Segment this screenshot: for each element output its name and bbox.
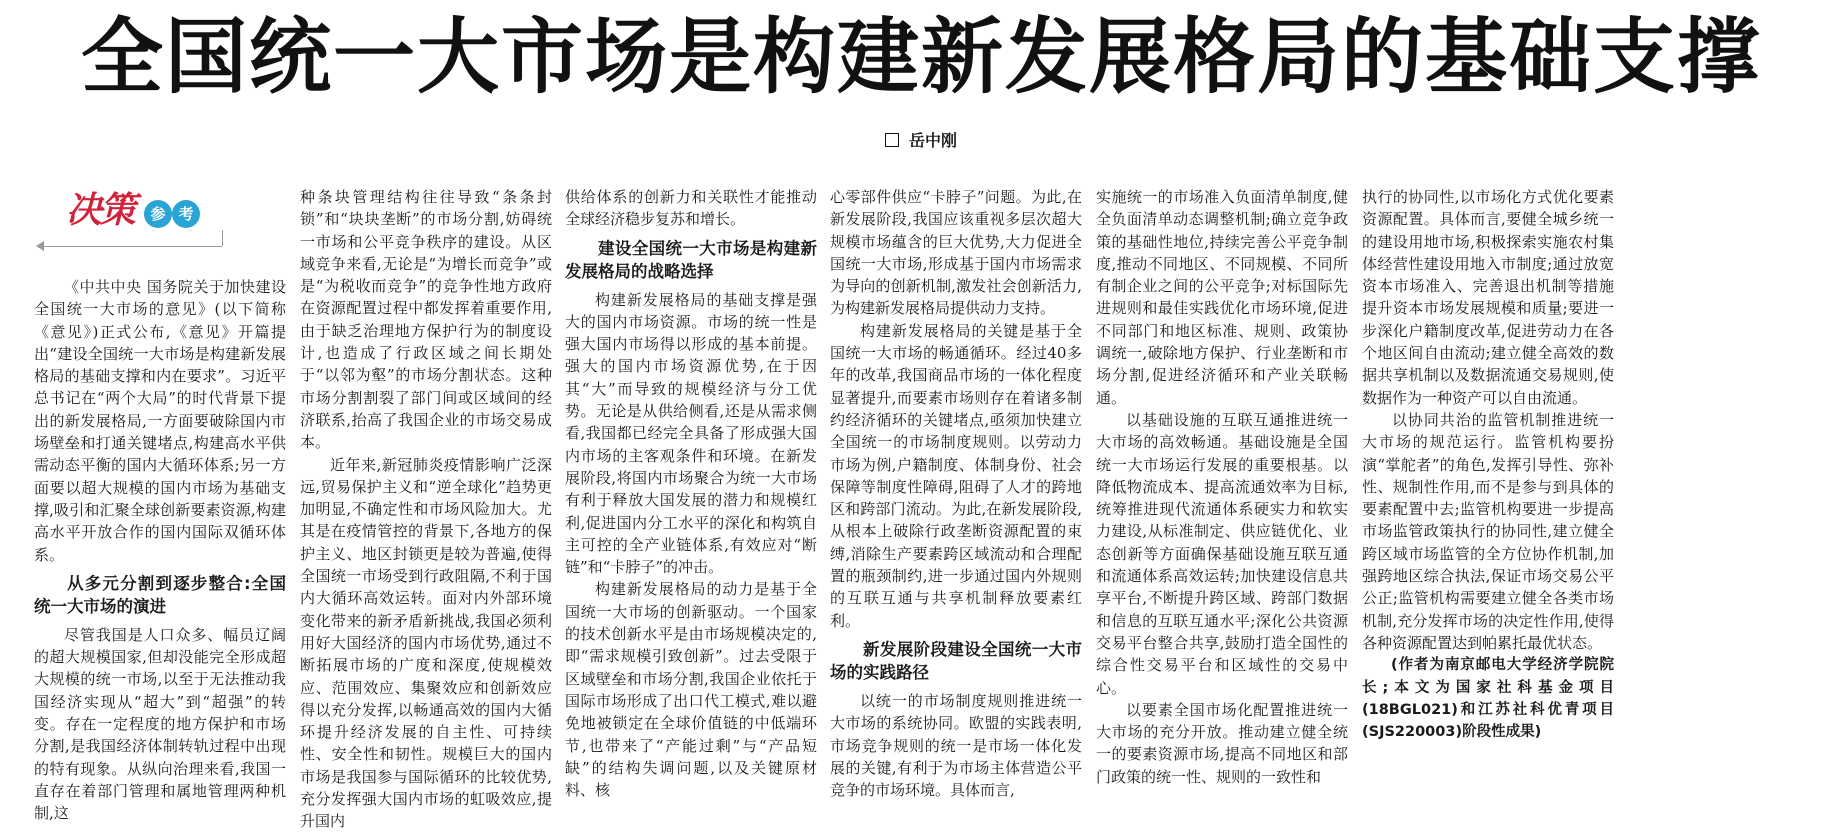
logo-circle-1: 参 xyxy=(144,200,172,228)
author-note: (作者为南京邮电大学经济学院院长;本文为国家社科基金项目(18BGL021)和江苏社科优青项目(SJS220003)阶段性成果) xyxy=(1362,657,1614,741)
article-column-4 xyxy=(830,186,1082,800)
article-column-1 xyxy=(34,186,286,823)
article-column-6 xyxy=(1362,186,1614,751)
paragraph: 以统一的市场制度规则推进统一大市场的系统协同。欧盟的实践表明,市场竞争规则的统一是市场一体化发展的关键,有利于为市场主体营造公平竞争的市场环境。具体而言, xyxy=(830,691,1082,800)
paragraph: 心零部件供应“卡脖子”问题。为此,在新发展阶段,我国应该重视多层次超大规模市场蕴含的巨大优势,大力促进全国统一大市场,形成基于国内市场需求为导向的创新机制,激发社会创新活力,为构建新发展格局提供动力支持。 xyxy=(830,188,1082,318)
article-column-3 xyxy=(565,186,817,800)
paragraph: 尽管我国是人口众多、幅员辽阔的超大规模国家,但却没能完全形成超大规模的统一市场,以至于无法推动我国经济实现从“超大”到“超强”的转变。存在一定程度的地方保护和市场分割,是我国经济体制转轨过程中出现的特有现象。从纵向治理来看,我国一直存在着部门管理和属地管理两种机制,这 xyxy=(34,625,286,823)
logo-text: 决策 xyxy=(66,189,135,231)
paragraph: 构建新发展格局的动力是基于全国统一大市场的创新驱动。一个国家的技术创新水平是由市场规模决定的,即“需求规模引致创新”。过去受限于区域壁垒和市场分割,我国企业依托于国际市场形成了出口代工模式,难以避免地被锁定在全球价值链的中低端环节,也带来了“产能过剩”与“产品短缺”的结构失调问题,以及关键原材料、核 xyxy=(565,580,817,800)
paragraph: 《中共中央 国务院关于加快建设全国统一大市场的意见》(以下简称《意见》)正式公布,《意见》开篇提出“建设全国统一大市场是构建新发展格局的基础支撑和内在要求”。习近平总书记在“两个大局”的时代背景下提出的新发展格局,一方面要破除国内市场壁垒和打通关键堵点,构建高水平供需动态平衡的国内大循环体系;另一方面要以超大规模的国内市场为基础支撑,吸引和汇聚全球创新要素资源,构建高水平开放合作的国内国际双循环体系。 xyxy=(34,278,286,564)
article-column-5 xyxy=(1096,186,1348,786)
headline: 全国统一大市场是构建新发展格局的基础支撑 xyxy=(80,10,1761,105)
paragraph: 以要素全国市场化配置推进统一大市场的充分开放。推动建立健全统一的要素资源市场,提高不同地区和部门政策的统一性、规则的一致性和 xyxy=(1096,700,1348,786)
byline xyxy=(0,130,1842,152)
section-heading: 建设全国统一大市场是构建新发展格局的战略选择 xyxy=(565,238,817,281)
logo-circle-2: 考 xyxy=(172,200,200,228)
paragraph: 种条块管理结构往往导致“条条封锁”和“块块垄断”的市场分割,妨碍统一市场和公平竞争秩序的建设。从区域竞争来看,无论是“为增长而竞争”或是“为税收而竞争”的竞争性地方政府在资源配置过程中都发挥着重要作用,由于缺乏治理地方保护行为的制度设计,也造成了行政区域之间长期处于“以邻为壑”的市场分割状态。这种市场分割割裂了部门间或区域间的经济联系,抬高了我国企业的市场交易成本。 xyxy=(300,188,552,452)
paragraph: 以协同共治的监管机制推进统一大市场的规范运行。监管机构要扮演“掌舵者”的角色,发挥引导性、弥补性、规制性作用,而不是参与到具体的要素配置中去;监管机构要进一步提高市场监管政策执行的协同性,建立健全跨区域市场监管的全方位协作机制,加强跨地区综合执法,保证市场交易公平公正;监管机构需要建立健全各类市场机制,充分发挥市场的决定性作用,使得各种资源配置达到帕累托最优状态。 xyxy=(1362,410,1614,652)
logo-tick xyxy=(222,230,223,246)
author-name: 岳中刚 xyxy=(908,131,957,150)
paragraph: 实施统一的市场准入负面清单制度,健全负面清单动态调整机制;确立竞争政策的基础性地位,持续完善公平竞争制度,推动不同地区、不同规模、不同所有制企业之间的公平竞争;对标国际先进规则和最佳实践优化市场环境,促进不同部门和地区标准、规则、政策协调统一,破除地方保护、行业垄断和市场分割,促进经济循环和产业关联畅通。 xyxy=(1096,188,1348,407)
paragraph: 以基础设施的互联互通推进统一大市场的高效畅通。基础设施是全国统一大市场运行发展的重要根基。以降低物流成本、提高流通效率为目标,统筹推进现代流通体系硬实力和软实力建设,从标准制定、供应链优化、业态创新等方面确保基础设施互联互通和流通体系高效运转;加快建设信息共享平台,不断提升跨区域、跨部门数据和信息的互联互通水平;深化公共资源交易平台整合共享,鼓励打造全国性的综合性交易平台和区域性的交易中心。 xyxy=(1096,410,1348,697)
logo-underline xyxy=(42,246,222,247)
column-logo xyxy=(34,186,286,270)
paragraph: 构建新发展格局的关键是基于全国统一大市场的畅通循环。经过40多年的改革,我国商品市场的一体化程度显著提升,而要素市场则存在着诸多制约经济循环的关键堵点,亟须加快建立全国统一的市场制度规则。以劳动力市场为例,户籍制度、体制身份、社会保障等制度性障碍,阻碍了人才的跨地区和跨部门流动。为此,在新发展阶段,从根本上破除行政垄断资源配置的束缚,消除生产要素跨区域流动和合理配置的瓶颈制约,进一步通过国内外规则的互联互通与共享机制释放要素红利。 xyxy=(830,321,1082,630)
paragraph: 供给体系的创新力和关联性才能推动全球经济稳步复苏和增长。 xyxy=(565,188,817,229)
paragraph: 构建新发展格局的基础支撑是强大的国内市场资源。市场的统一性是强大国内市场得以形成的基本前提。强大的国内市场资源优势,在于因其“大”而导致的规模经济与分工优势。无论是从供给侧看,还是从需求侧看,我国都已经完全具备了形成强大国内市场的主客观条件和环境。在新发展阶段,将国内市场聚合为统一大市场有利于释放大国发展的潜力和规模红利,促进国内分工水平的深化和构筑自主可控的全产业链体系,有效应对“断链”和“卡脖子”的冲击。 xyxy=(565,290,817,577)
paragraph: 执行的协同性,以市场化方式优化要素资源配置。具体而言,要健全城乡统一的建设用地市场,积极探索实施农村集体经营性建设用地入市制度;通过放宽资本市场准入、完善退出机制等措施提升资本市场发展规模和质量;要进一步深化户籍制度改革,促进劳动力在各个地区间自由流动;建立健全高效的数据共享机制以及数据流通交易规则,使数据作为一种资产可以自由流通。 xyxy=(1362,188,1614,407)
byline-box-icon xyxy=(885,133,899,147)
paragraph: 近年来,新冠肺炎疫情影响广泛深远,贸易保护主义和“逆全球化”趋势更加明显,不确定性和市场风险加大。尤其是在疫情管控的背景下,各地方的保护主义、地区封锁更是较为普遍,使得全国统一市场受到行政阻隔,不利于国内大循环高效运转。面对内外部环境变化带来的新矛盾新挑战,我国必须利用好大国经济的国内市场优势,通过不断拓展市场的广度和深度,使规模效应、范围效应、集聚效应和创新效应得以充分发挥,以畅通高效的国内大循环提升经济发展的自主性、可持续性、安全性和韧性。规模巨大的国内市场是我国参与国际循环的比较优势,充分发挥强大国内市场的虹吸效应,提升国内 xyxy=(300,455,552,831)
article-column-2 xyxy=(300,186,552,831)
section-heading: 新发展阶段建设全国统一大市场的实践路径 xyxy=(830,639,1082,682)
section-heading: 从多元分割到逐步整合:全国统一大市场的演进 xyxy=(34,573,286,616)
